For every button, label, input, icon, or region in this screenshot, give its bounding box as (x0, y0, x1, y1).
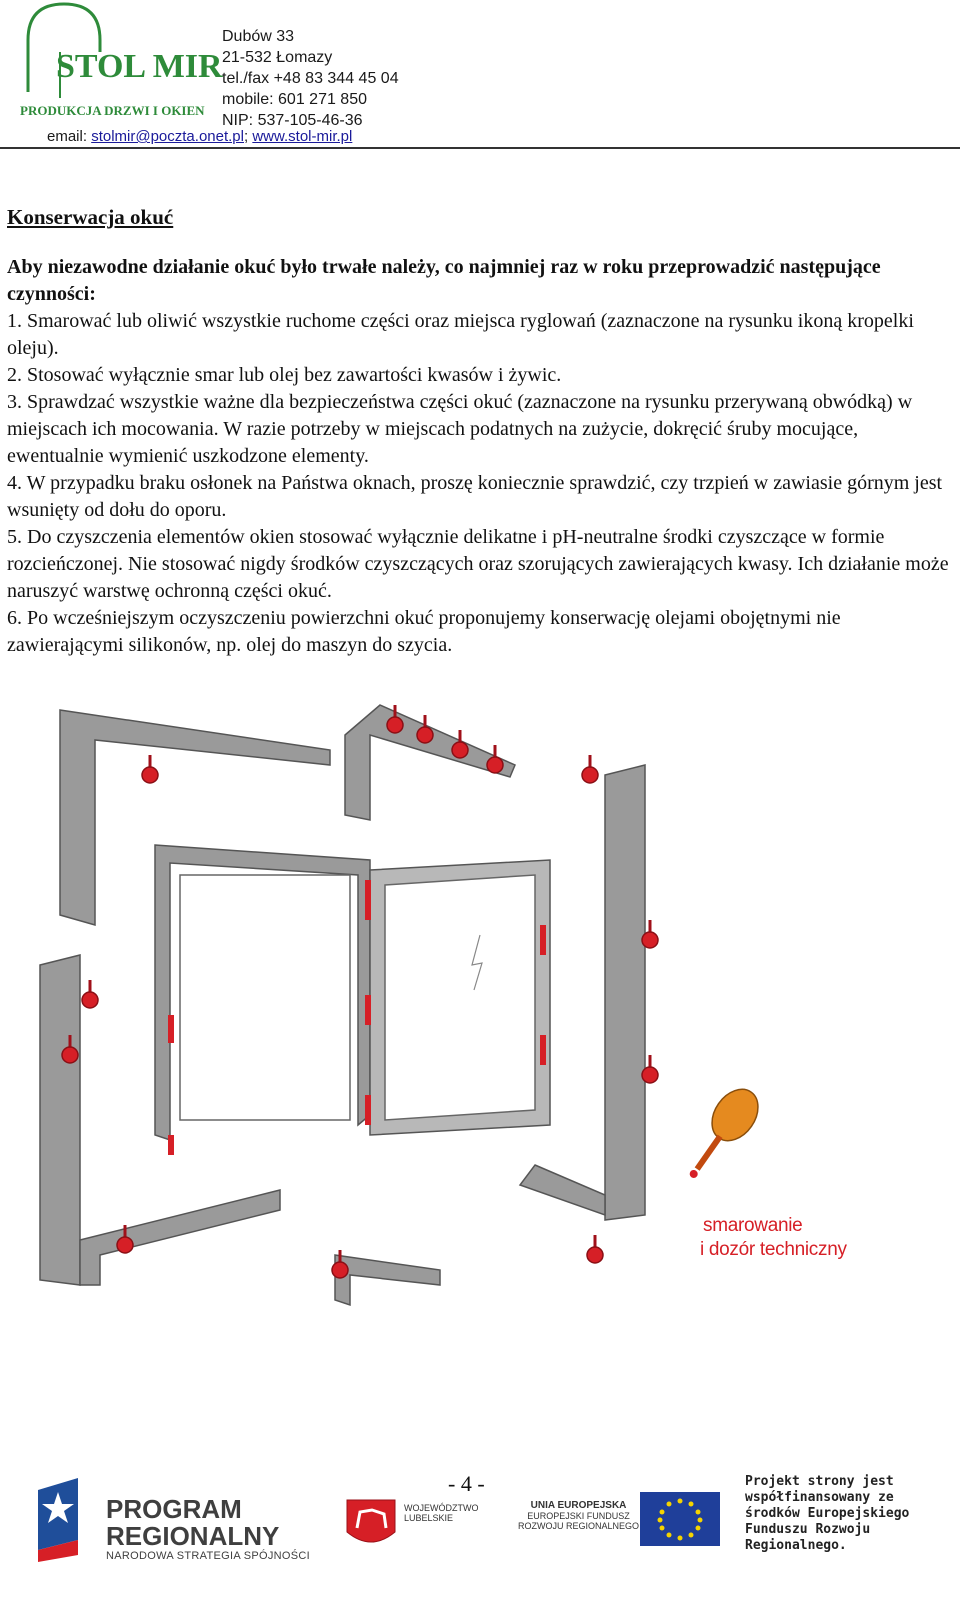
oil-can-icon (675, 1081, 767, 1189)
window-hardware-diagram (40, 695, 890, 1375)
program-regional-text (106, 1496, 310, 1562)
bottom-center-detail (335, 1255, 440, 1305)
oil-drop-icon (142, 755, 158, 783)
eu-line-3: ROZWOJU REGIONALNEGO (518, 1521, 640, 1531)
program-line-2: REGIONALNY (106, 1521, 280, 1551)
oil-drop-icon (487, 745, 503, 773)
oil-drop-icon (82, 980, 98, 1008)
program-line-3: NARODOWA STRATEGIA SPÓJNOŚCI (106, 1550, 310, 1562)
right-frame-bottom (520, 1165, 605, 1215)
oil-drop-icon (582, 755, 598, 783)
nip-line: NIP: 537-105-46-36 (222, 112, 363, 129)
funding-line: środków Europejskiego (745, 1506, 910, 1521)
program-regional-logo (38, 1478, 78, 1562)
bottom-left-detail (80, 1190, 280, 1285)
mobile-line: mobile: 601 271 850 (222, 91, 367, 108)
oil-drop-icon (452, 730, 468, 758)
funding-line: Projekt strony jest (745, 1474, 894, 1489)
page-title: Konserwacja okuć (7, 205, 174, 229)
voivodeship-line-1: WOJEWÓDZTWO (404, 1503, 479, 1513)
svg-text:PRODUKCJA DRZWI I OKIEN: PRODUKCJA DRZWI I OKIEN (20, 103, 205, 118)
fixed-pane-glass (180, 875, 350, 1120)
program-line-1: PROGRAM (106, 1494, 242, 1524)
email-link[interactable]: stolmir@poczta.onet.pl (91, 128, 244, 145)
right-frame-detail (605, 765, 645, 1220)
eu-line-1: UNIA EUROPEJSKA (530, 1500, 627, 1511)
voivodeship-text (404, 1503, 478, 1523)
oil-drop-icon (417, 715, 433, 743)
funding-line: Funduszu Rozwoju (745, 1522, 871, 1537)
voivodeship-line-2: LUBELSKIE (404, 1513, 454, 1523)
page-number: - 4 - (448, 1471, 485, 1496)
intro-text: Aby niezawodne działanie okuć było trwałe należy, co najmniej raz w roku przeprowadzić następujące czynności: (7, 256, 881, 305)
funding-notice (745, 1474, 909, 1554)
address-line: Dubów 33 (222, 28, 295, 45)
contact-block (222, 26, 399, 131)
email-label: email: (47, 128, 88, 145)
caption-line-2: i dozór techniczny (700, 1239, 847, 1260)
eu-flag-icon (640, 1492, 720, 1546)
header-divider (0, 147, 960, 149)
oil-drop-icon (587, 1235, 603, 1263)
list-item: 4. W przypadku braku osłonek na Państwa oknach, proszę koniecznie sprawdzić, czy trzpień w zawiasie górnym jest wsunięty od dołu do oporu. (7, 472, 943, 521)
eu-line-2: EUROPEJSKI FUNDUSZ (527, 1511, 630, 1521)
sash-glass (385, 875, 535, 1120)
left-frame-detail (40, 955, 80, 1285)
eu-text (518, 1501, 639, 1531)
list-item: 1. Smarować lub oliwić wszystkie ruchome części oraz miejsca ryglowań (zaznaczone na rysunku ikoną kropelki oleju). (7, 310, 914, 359)
voivodeship-shield-icon (347, 1500, 395, 1542)
phone-line: tel./fax +48 83 344 45 04 (222, 70, 399, 87)
list-item: 3. Sprawdzać wszystkie ważne dla bezpieczeństwa części okuć (zaznaczone na rysunku przerywaną obwódką) w miejscach ich mocowania. W razie potrzeby w miejscach podatnych na zużycie, dokręcić śruby mocujące, ewentualnie wymienić uszkodzone elementy. (7, 391, 913, 467)
caption-line-1: smarowanie (703, 1215, 803, 1236)
list-item: 6. Po wcześniejszym oczyszczeniu powierzchni okuć proponujemy konserwację olejami obojętnymi nie zawierającymi silikonów, np. olej do maszyn do szycia. (7, 607, 841, 656)
website-link[interactable]: www.stol-mir.pl (252, 128, 353, 145)
svg-text:STOL MIR: STOL MIR (56, 48, 223, 85)
funding-line: współfinansowany ze (745, 1490, 894, 1505)
list-item: 5. Do czyszczenia elementów okien stosować wyłącznie delikatne i pH-neutralne środki czyszczące w formie rozcieńczonej. Nie stosować nigdy środków czyszczących oraz szorujących zawierających kwasy. Ich działanie może naruszyć warstwę ochronną części okuć. (7, 526, 949, 602)
funding-line: Regionalnego. (745, 1538, 847, 1553)
separator: ; (243, 128, 249, 145)
postal-line: 21-532 Łomazy (222, 49, 333, 66)
company-logo (20, 0, 223, 128)
email-line (47, 128, 352, 145)
list-item: 2. Stosować wyłącznie smar lub olej bez zawartości kwasów i żywic. (7, 364, 562, 386)
instructions (7, 254, 952, 659)
